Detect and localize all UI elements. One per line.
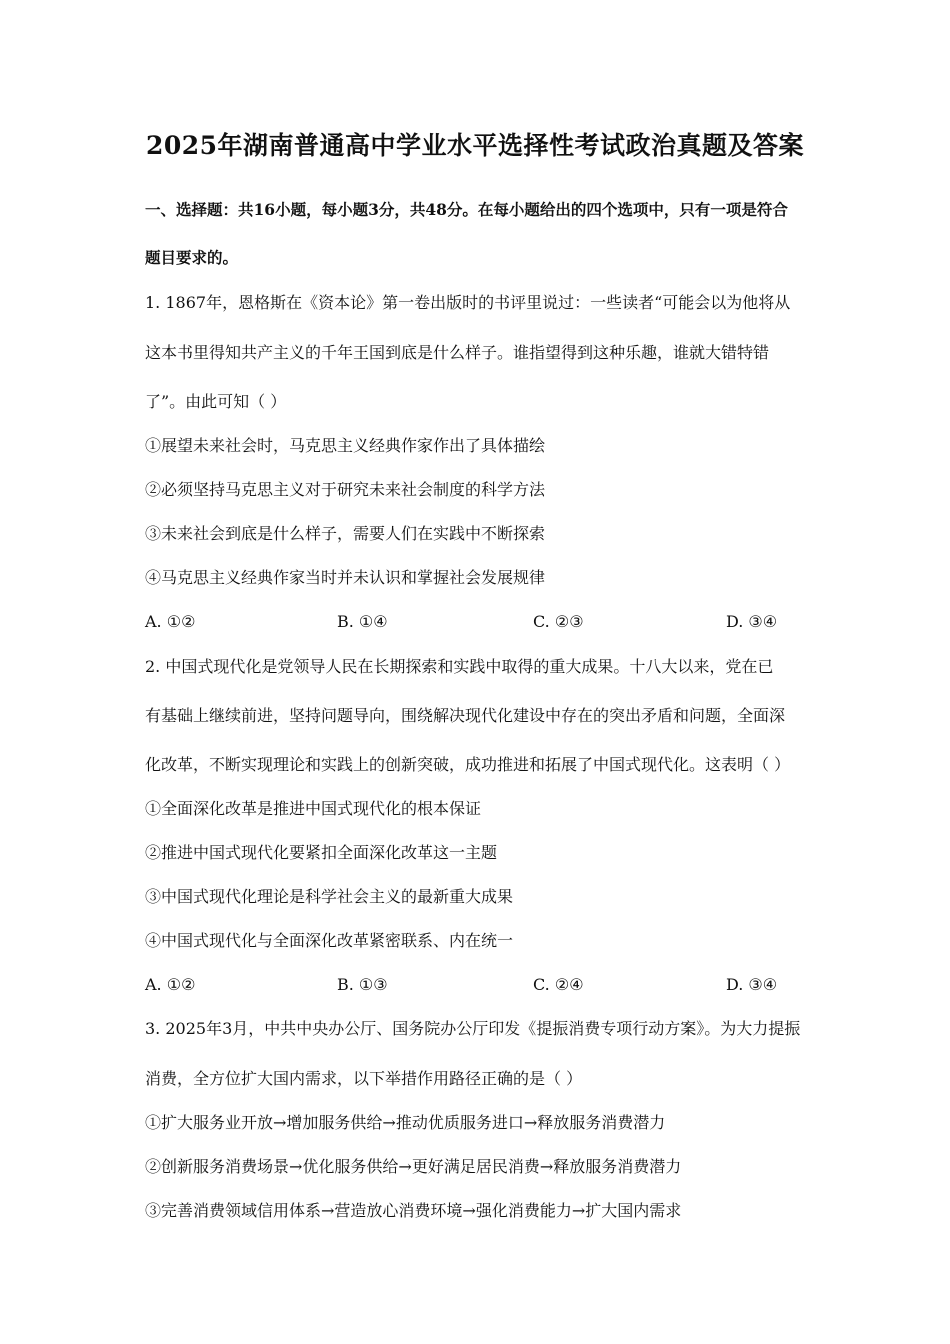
q2-option-b: B. ①③ [337, 975, 388, 994]
q1-option-b: B. ①④ [337, 612, 388, 631]
q1-stem-line-1: 1. 1867年，恩格斯在《资本论》第一卷出版时的书评里说过：一些读者“可能会以为他将从 [145, 293, 791, 312]
q2-options [145, 974, 805, 996]
q1-option-d: D. ③④ [726, 612, 778, 631]
q1-statement-3: ③未来社会到底是什么样子，需要人们在实践中不断探索 [145, 524, 546, 543]
q3-statement-1: ①扩大服务业开放→增加服务供给→推动优质服务进口→释放服务消费潜力 [145, 1113, 666, 1132]
q3-statement-2: ②创新服务消费场景→优化服务供给→更好满足居民消费→释放服务消费潜力 [145, 1157, 682, 1176]
page-title: 2025年湖南普通高中学业水平选择性考试政治真题及答案 [145, 131, 805, 160]
q2-statement-4: ④中国式现代化与全面深化改革紧密联系、内在统一 [145, 931, 514, 950]
q2-statement-3: ③中国式现代化理论是科学社会主义的最新重大成果 [145, 887, 514, 906]
q1-option-c: C. ②③ [533, 612, 584, 631]
q3-statement-3: ③完善消费领域信用体系→营造放心消费环境→强化消费能力→扩大国内需求 [145, 1201, 682, 1220]
q2-stem-line-2: 有基础上继续前进，坚持问题导向，围绕解决现代化建设中存在的突出矛盾和问题，全面深 [145, 706, 786, 725]
section-heading-line-2: 题目要求的。 [145, 248, 239, 267]
q2-stem-line-1: 2. 中国式现代化是党领导人民在长期探索和实践中取得的重大成果。十八大以来，党在已 [145, 657, 774, 676]
q2-option-a: A. ①② [145, 975, 196, 994]
q2-statement-2: ②推进中国式现代化要紧扣全面深化改革这一主题 [145, 843, 498, 862]
q1-statement-2: ②必须坚持马克思主义对于研究未来社会制度的科学方法 [145, 480, 546, 499]
q1-statement-1: ①展望未来社会时，马克思主义经典作家作出了具体描绘 [145, 436, 546, 455]
q1-statement-4: ④马克思主义经典作家当时并未认识和掌握社会发展规律 [145, 568, 546, 587]
q3-stem-line-1: 3. 2025年3月，中共中央办公厅、国务院办公厅印发《提振消费专项行动方案》。为大力提振 [145, 1019, 801, 1038]
q1-option-a: A. ①② [145, 612, 196, 631]
q1-stem-line-3: 了”。由此可知（ ） [145, 392, 287, 411]
section-heading-line-1: 一、选择题：共16小题，每小题3分，共48分。在每小题给出的四个选项中，只有一项是符合 [145, 200, 788, 219]
q2-statement-1: ①全面深化改革是推进中国式现代化的根本保证 [145, 799, 482, 818]
q1-stem-line-2: 这本书里得知共产主义的千年王国到底是什么样子。谁指望得到这种乐趣，谁就大错特错 [145, 343, 770, 362]
q1-options [145, 611, 805, 633]
q3-stem-line-2: 消费，全方位扩大国内需求，以下举措作用路径正确的是（ ） [145, 1069, 583, 1088]
q2-option-d: D. ③④ [726, 975, 778, 994]
q2-option-c: C. ②④ [533, 975, 584, 994]
q2-stem-line-3: 化改革，不断实现理论和实践上的创新突破，成功推进和拓展了中国式现代化。这表明（ ） [145, 755, 791, 774]
